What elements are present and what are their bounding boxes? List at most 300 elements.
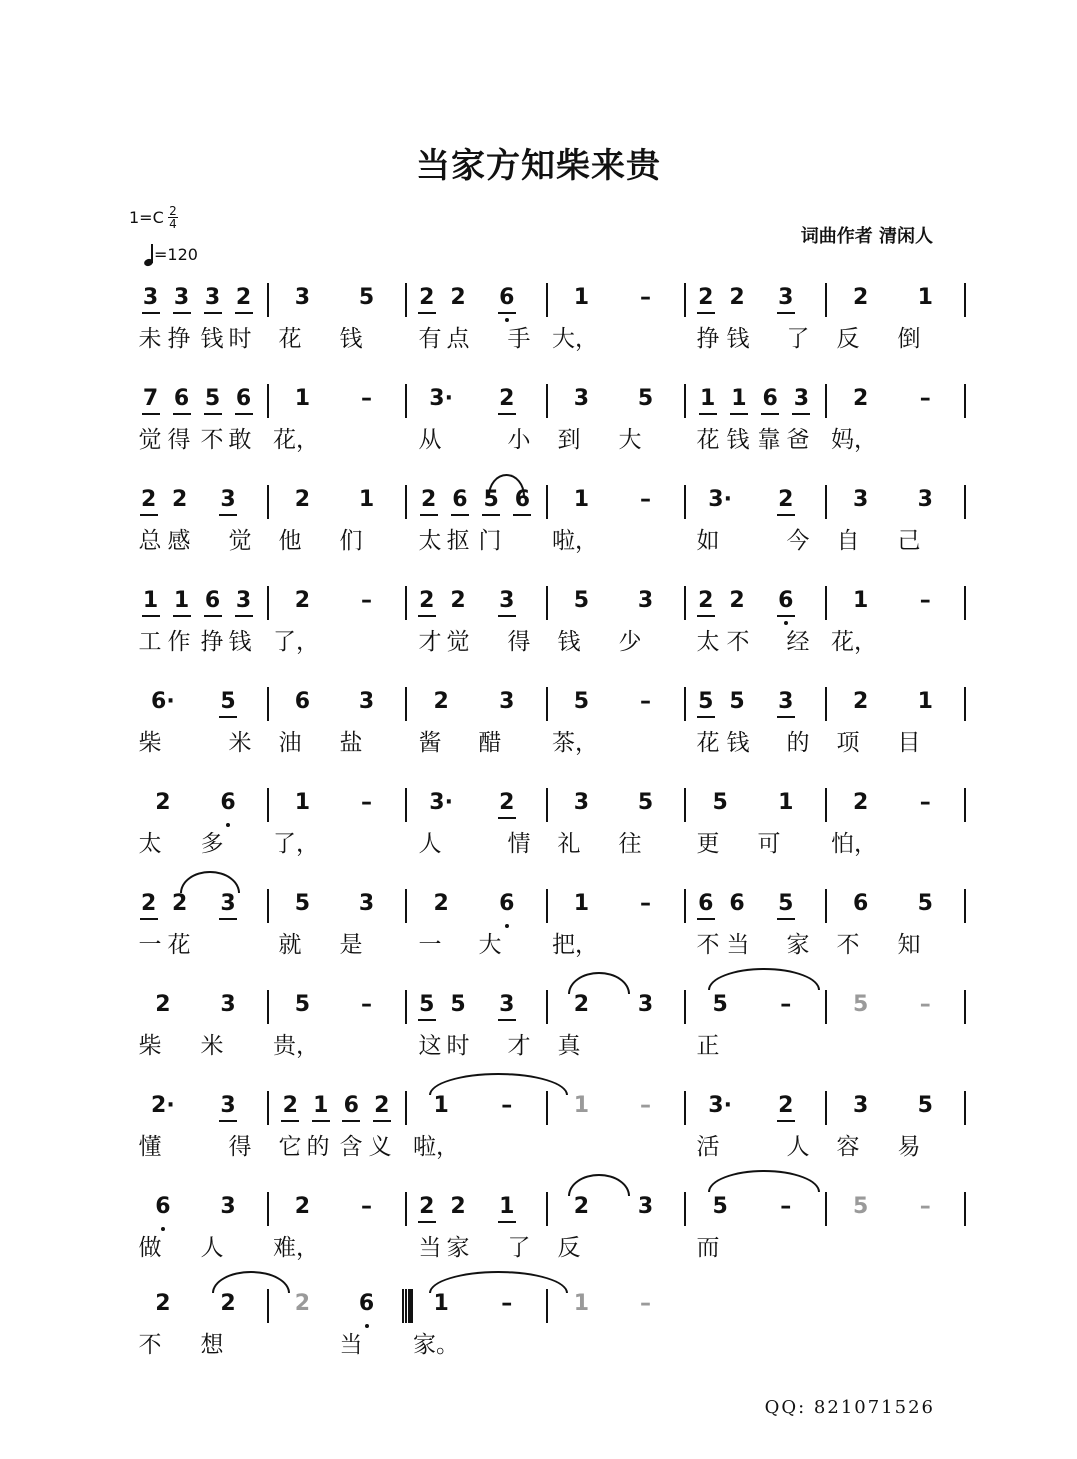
lyric-char: 小 [507, 427, 531, 453]
lyric-char: 懂 [138, 1134, 162, 1160]
lyric-char: 挣 [167, 326, 191, 352]
lyric-char: 时 [228, 326, 252, 352]
eighth-underline [451, 514, 469, 516]
lyric-char: 项 [836, 730, 860, 756]
note: 1 [433, 1291, 449, 1316]
note: 5 [778, 891, 794, 916]
note: 3 [499, 588, 515, 613]
barline [825, 687, 827, 721]
note: 6 [235, 386, 252, 411]
note: 2 [282, 1093, 298, 1118]
note: 2 [698, 588, 714, 613]
note: 5 [698, 689, 714, 714]
note: 2 [778, 1093, 794, 1118]
lyric-char: 己 [897, 528, 921, 554]
lyric-char: 家。 [413, 1332, 459, 1358]
note: – [640, 891, 651, 916]
note: 2 [433, 891, 449, 916]
eighth-underline [513, 514, 531, 516]
barline [684, 586, 686, 620]
octave-dot [365, 1324, 369, 1328]
note: 2 [419, 285, 435, 310]
note: 1 [731, 386, 747, 411]
eighth-underline [204, 312, 222, 314]
barline [684, 1192, 686, 1226]
lyric-char: 油 [278, 730, 302, 756]
note: 3· [708, 487, 732, 512]
eighth-underline [142, 615, 160, 617]
eighth-underline [235, 615, 253, 617]
note: 1 [358, 487, 375, 512]
note: 3 [173, 285, 190, 310]
lyric-char: 一 [138, 932, 162, 958]
barline [405, 283, 407, 317]
eighth-underline [235, 312, 253, 314]
lyric-char: 多 [200, 831, 224, 857]
lyric-char: 大 [478, 932, 502, 958]
barline [405, 990, 407, 1024]
eighth-underline [777, 716, 795, 718]
barline [964, 788, 966, 822]
note: 3 [637, 992, 654, 1017]
barline [964, 283, 966, 317]
tie-arc [212, 1271, 290, 1293]
lyric-char: 想 [200, 1332, 224, 1358]
lyric-char: 了 [786, 326, 810, 352]
note: – [919, 1194, 931, 1219]
lyric-char: 未 [138, 326, 162, 352]
note: 2 [573, 992, 590, 1017]
note: 5 [729, 689, 745, 714]
note: 3· [429, 790, 453, 815]
barline [684, 485, 686, 519]
lyric-char: 反 [557, 1235, 581, 1261]
lyric-char: 有 [418, 326, 442, 352]
eighth-underline [342, 1120, 360, 1122]
tie-arc [568, 972, 630, 994]
lyric-char: 花， [831, 629, 877, 655]
barline [825, 283, 827, 317]
barline [684, 889, 686, 923]
barline [267, 384, 269, 418]
lyric-char: 才 [507, 1033, 531, 1059]
lyric-char: 真 [557, 1033, 581, 1059]
note: 3 [793, 386, 810, 411]
lyric-char: 们 [339, 528, 363, 554]
barline [267, 586, 269, 620]
note: 2 [499, 386, 515, 411]
note: 3 [220, 487, 236, 512]
final-barline [408, 1289, 413, 1323]
tie-arc [708, 968, 820, 990]
note: 2 [171, 891, 188, 916]
barline [267, 1289, 269, 1323]
note: 2 [294, 588, 311, 613]
note: 5 [294, 992, 311, 1017]
note: 2 [235, 285, 252, 310]
lyric-char: 不 [726, 629, 750, 655]
note: 3 [917, 487, 933, 512]
lyric-char: 花 [278, 326, 302, 352]
note: 2 [853, 386, 869, 411]
tie-arc [180, 871, 240, 893]
tie-arc [429, 1271, 568, 1293]
tie-arc [708, 1170, 820, 1192]
eighth-underline [498, 413, 516, 415]
lyric-char: 自 [836, 528, 860, 554]
lyric-char: 这 [418, 1033, 442, 1059]
note: 2 [450, 285, 466, 310]
lyric-char: 人 [786, 1134, 810, 1160]
barline [546, 990, 548, 1024]
lyric-char: 太 [418, 528, 442, 554]
song-title: 当家方知柴来贵 [416, 146, 661, 186]
note: 6 [173, 386, 190, 411]
lyric-char: 它 [278, 1134, 302, 1160]
note: 3· [429, 386, 453, 411]
barline [546, 283, 548, 317]
lyric-char: 门 [478, 528, 502, 554]
note: 3 [778, 285, 794, 310]
note: 5 [853, 992, 869, 1017]
eighth-underline [173, 312, 191, 314]
lyric-char: 一 [418, 932, 442, 958]
barline [964, 1091, 966, 1125]
note: 6 [294, 689, 311, 714]
lyric-char: 盐 [339, 730, 363, 756]
lyric-char: 的 [786, 730, 810, 756]
note: 5 [712, 790, 728, 815]
note: 3 [220, 1194, 236, 1219]
note: 2 [573, 1194, 590, 1219]
time-signature-bottom: 4 [169, 217, 177, 231]
note: 3 [573, 386, 590, 411]
lyric-char: 太 [138, 831, 162, 857]
note: 3· [708, 1093, 732, 1118]
note: 2 [450, 588, 466, 613]
barline [964, 687, 966, 721]
note: 6 [762, 386, 778, 411]
note: 3 [778, 689, 794, 714]
barline [684, 283, 686, 317]
note: 6 [155, 1194, 171, 1219]
lyric-char: 米 [200, 1033, 224, 1059]
note: 2 [155, 1291, 171, 1316]
note: 1 [173, 588, 190, 613]
note: 5 [712, 992, 728, 1017]
note: 2 [294, 1194, 311, 1219]
lyric-char: 当 [418, 1235, 442, 1261]
note: – [780, 1194, 792, 1219]
lyric-char: 才 [418, 629, 442, 655]
lyric-char: 就 [278, 932, 302, 958]
lyric-char: 礼 [557, 831, 581, 857]
barline [825, 889, 827, 923]
note: 2 [155, 992, 171, 1017]
note: 1 [778, 790, 794, 815]
barline [405, 485, 407, 519]
eighth-underline [697, 615, 715, 617]
note: 3 [235, 588, 252, 613]
lyric-char: 总 [138, 528, 162, 554]
note: – [640, 1093, 651, 1118]
note: 1 [573, 285, 590, 310]
note: – [361, 588, 372, 613]
eighth-underline [173, 413, 191, 415]
note: 5 [853, 1194, 869, 1219]
lyric-char: 啦， [552, 528, 598, 554]
note: 5 [917, 1093, 933, 1118]
tempo-value: =120 [154, 245, 198, 264]
eighth-underline [312, 1120, 330, 1122]
note: 2· [151, 1093, 175, 1118]
lyric-char: 了， [273, 831, 319, 857]
note: 5 [573, 588, 590, 613]
note: 6 [343, 1093, 359, 1118]
barline [964, 485, 966, 519]
composer-credit: 词曲作者 清闲人 [800, 226, 933, 247]
note: 5 [450, 992, 466, 1017]
lyric-char: 难， [273, 1235, 319, 1261]
lyric-char: 义 [368, 1134, 392, 1160]
lyric-char: 点 [446, 326, 470, 352]
note: – [919, 790, 931, 815]
lyric-char: 钱 [726, 427, 750, 453]
barline [964, 889, 966, 923]
note: 2 [698, 285, 714, 310]
lyric-char: 今 [786, 528, 810, 554]
barline [546, 384, 548, 418]
lyric-char: 倒 [897, 326, 921, 352]
note: 2 [729, 588, 745, 613]
barline [405, 1192, 407, 1226]
octave-dot [505, 318, 509, 322]
note: 2 [419, 1194, 435, 1219]
contact-footer: QQ: 821071526 [764, 1397, 935, 1418]
note: 3 [220, 891, 236, 916]
eighth-underline [498, 312, 516, 314]
eighth-underline [373, 1120, 391, 1122]
note: 3 [220, 992, 236, 1017]
lyric-char: 钱 [726, 730, 750, 756]
lyric-char: 了， [273, 629, 319, 655]
barline [825, 586, 827, 620]
eighth-underline [777, 1120, 795, 1122]
lyric-char: 目 [897, 730, 921, 756]
lyric-char: 怕， [831, 831, 877, 857]
note: 1 [917, 285, 933, 310]
lyric-char: 家 [786, 932, 810, 958]
note: – [919, 588, 931, 613]
barline [405, 1289, 407, 1323]
octave-dot [505, 924, 509, 928]
barline [402, 1289, 404, 1323]
barline [267, 1091, 269, 1125]
note: 2 [853, 689, 869, 714]
barline [405, 1091, 407, 1125]
note: 1 [573, 1291, 590, 1316]
lyric-char: 当 [339, 1332, 363, 1358]
barline [546, 889, 548, 923]
barline [405, 788, 407, 822]
barline [546, 1289, 548, 1323]
note: 6 [778, 588, 794, 613]
barline [405, 586, 407, 620]
barline [267, 687, 269, 721]
lyric-char: 的 [306, 1134, 330, 1160]
lyric-char: 觉 [446, 629, 470, 655]
lyric-char: 柴 [138, 1033, 162, 1059]
note: – [361, 386, 372, 411]
barline [267, 788, 269, 822]
eighth-underline [142, 413, 160, 415]
lyric-char: 情 [507, 831, 531, 857]
lyric-char: 花， [273, 427, 319, 453]
note: 2 [419, 588, 435, 613]
barline [405, 687, 407, 721]
note: 5 [220, 689, 236, 714]
note: – [361, 1194, 372, 1219]
lyric-char: 敢 [228, 427, 252, 453]
lyric-char: 人 [200, 1235, 224, 1261]
lyric-char: 钱 [339, 326, 363, 352]
note: 2 [140, 487, 157, 512]
lyric-char: 啦， [413, 1134, 459, 1160]
eighth-underline [204, 615, 222, 617]
lyric-char: 经 [786, 629, 810, 655]
lyric-char: 钱 [557, 629, 581, 655]
lyric-char: 酱 [418, 730, 442, 756]
lyric-char: 不 [138, 1332, 162, 1358]
eighth-underline [219, 918, 237, 920]
note: 2 [450, 1194, 466, 1219]
lyric-char: 活 [696, 1134, 720, 1160]
note: 1 [917, 689, 933, 714]
octave-dot [226, 823, 230, 827]
lyric-char: 靠 [757, 427, 781, 453]
barline [825, 1091, 827, 1125]
lyric-char: 更 [696, 831, 720, 857]
key-signature: 1=C [129, 208, 164, 227]
note: 1 [853, 588, 869, 613]
lyric-char: 从 [418, 427, 442, 453]
lyric-char: 正 [696, 1033, 720, 1059]
eighth-underline [418, 1221, 436, 1223]
lyric-char: 花 [696, 730, 720, 756]
lyric-char: 爸 [786, 427, 810, 453]
lyric-char: 当 [726, 932, 750, 958]
time-signature-top: 2 [169, 204, 177, 218]
barline [825, 990, 827, 1024]
note: 3 [853, 1093, 869, 1118]
eighth-underline [418, 312, 436, 314]
barline [825, 788, 827, 822]
note: 1 [499, 1194, 515, 1219]
barline [267, 283, 269, 317]
note: – [919, 386, 931, 411]
note: 5 [637, 386, 654, 411]
lyric-char: 时 [446, 1033, 470, 1059]
note: 6 [698, 891, 714, 916]
lyric-char: 觉 [138, 427, 162, 453]
lyric-char: 得 [507, 629, 531, 655]
barline [405, 889, 407, 923]
lyric-char: 到 [557, 427, 581, 453]
barline [964, 586, 966, 620]
eighth-underline [777, 514, 795, 516]
eighth-underline [482, 514, 500, 516]
eighth-underline [418, 1019, 436, 1021]
lyric-char: 做 [138, 1235, 162, 1261]
note: 5 [419, 992, 435, 1017]
lyric-char: 不 [696, 932, 720, 958]
note: 5 [358, 285, 375, 310]
note: 6 [729, 891, 745, 916]
barline [546, 586, 548, 620]
barline [546, 485, 548, 519]
note: – [501, 1291, 513, 1316]
eighth-underline [219, 514, 237, 516]
barline [825, 485, 827, 519]
octave-dot [784, 621, 788, 625]
note: 6 [204, 588, 221, 613]
note: 2 [294, 1291, 311, 1316]
note: 6 [358, 1291, 375, 1316]
lyric-char: 抠 [446, 528, 470, 554]
eighth-underline [697, 312, 715, 314]
eighth-underline [699, 413, 717, 415]
note: 3 [204, 285, 221, 310]
lyric-char: 易 [897, 1134, 921, 1160]
eighth-underline [498, 817, 516, 819]
lyric-char: 大， [552, 326, 598, 352]
note: 2 [171, 487, 188, 512]
barline [546, 1091, 548, 1125]
barline [684, 1091, 686, 1125]
lyric-char: 花 [167, 932, 191, 958]
lyric-char: 少 [618, 629, 642, 655]
note: 5 [294, 891, 311, 916]
note: 3 [573, 790, 590, 815]
lyric-char: 家 [446, 1235, 470, 1261]
eighth-underline [235, 413, 253, 415]
barline [267, 1192, 269, 1226]
barline [825, 1192, 827, 1226]
note: 2 [433, 689, 449, 714]
lyric-char: 而 [696, 1235, 720, 1261]
eighth-underline [140, 918, 158, 920]
lyric-char: 觉 [228, 528, 252, 554]
eighth-underline [792, 413, 810, 415]
barline [267, 889, 269, 923]
octave-dot [161, 1227, 165, 1231]
lyric-char: 钱 [200, 326, 224, 352]
eighth-underline [281, 1120, 299, 1122]
eighth-underline [498, 1019, 516, 1021]
eighth-underline [204, 413, 222, 415]
note: – [640, 285, 651, 310]
note: – [640, 689, 651, 714]
note: 3 [294, 285, 311, 310]
eighth-underline [498, 1221, 516, 1223]
note: – [501, 1093, 513, 1118]
note: 5 [917, 891, 933, 916]
note: – [780, 992, 792, 1017]
lyric-char: 钱 [726, 326, 750, 352]
lyric-char: 了 [507, 1235, 531, 1261]
note: 3 [358, 891, 375, 916]
lyric-char: 感 [167, 528, 191, 554]
